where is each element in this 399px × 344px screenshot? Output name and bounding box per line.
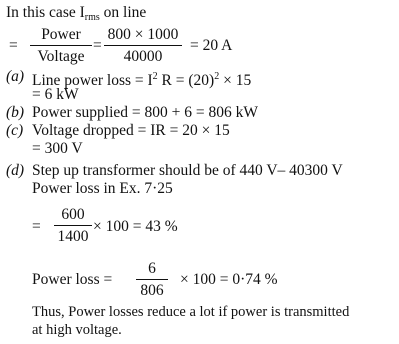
intro-suffix: on line bbox=[99, 4, 147, 21]
item-a-label: (a) bbox=[6, 68, 25, 85]
numeric-fraction bbox=[104, 26, 182, 66]
superscript: 2 bbox=[214, 71, 220, 82]
conclusion-line-2: at high voltage. bbox=[32, 322, 122, 338]
fraction-denominator: 1400 bbox=[57, 228, 89, 245]
loss-fraction-1 bbox=[54, 206, 92, 246]
item-b-text: Power supplied = 800 + 6 = 806 kW bbox=[32, 104, 258, 121]
item-d-continuation: Power loss in Ex. 7·25 bbox=[32, 180, 173, 197]
intro-prefix: In this case I bbox=[6, 4, 85, 21]
fraction-numerator: Power bbox=[30, 26, 92, 46]
power-voltage-fraction bbox=[30, 26, 92, 66]
loss-eq2-result: × 100 = 0·74 % bbox=[180, 271, 278, 288]
conclusion-line-1: Thus, Power losses reduce a lot if power is transmitted bbox=[32, 304, 350, 320]
current-result: = 20 A bbox=[190, 37, 233, 54]
fraction-denominator: Voltage bbox=[37, 48, 85, 65]
item-d-label: (d) bbox=[6, 162, 25, 179]
item-d-text: Step up transformer should be of 440 V– 40300 V bbox=[32, 162, 343, 179]
loss-fraction-2 bbox=[136, 260, 168, 300]
fraction-numerator: 600 bbox=[54, 206, 92, 226]
item-a-text: Line power loss = $I^2$ $R = (20)^2 \times 15$ bbox=[32, 71, 252, 89]
item-c-continuation: = 300 V bbox=[32, 140, 83, 157]
loss-eq2-label: Power loss = bbox=[32, 271, 113, 288]
fraction-denominator: 40000 bbox=[123, 48, 163, 65]
intro-subscript: rms bbox=[84, 12, 100, 23]
loss-eq1-result: × 100 = 43 % bbox=[93, 218, 178, 235]
loss-eq1-sign: = bbox=[32, 218, 41, 235]
item-b-label: (b) bbox=[6, 104, 25, 121]
item-c-label: (c) bbox=[6, 122, 24, 139]
current-eq-mid-sign: = bbox=[93, 37, 102, 54]
fraction-denominator: 806 bbox=[140, 282, 164, 299]
current-eq-sign: = bbox=[9, 37, 18, 54]
item-c-text: Voltage dropped = IR = 20 × 15 bbox=[32, 122, 230, 139]
item-a-continuation: = 6 kW bbox=[32, 86, 79, 103]
superscript: 2 bbox=[152, 71, 158, 82]
fraction-numerator: 800 × 1000 bbox=[104, 26, 182, 46]
fraction-numerator: 6 bbox=[136, 260, 168, 280]
intro-line bbox=[6, 4, 146, 27]
